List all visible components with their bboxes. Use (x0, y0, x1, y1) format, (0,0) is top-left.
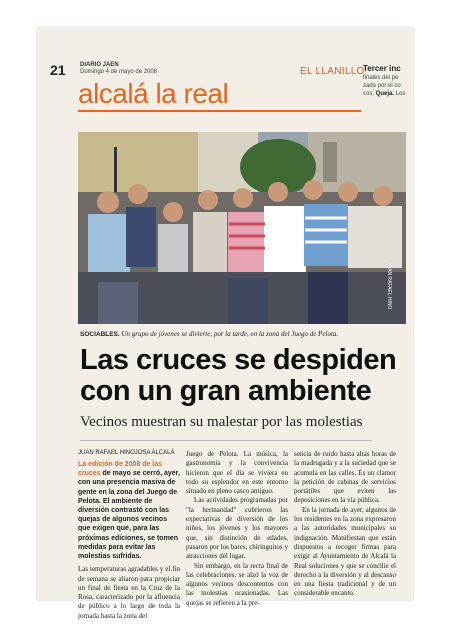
article-column-3 (294, 450, 396, 599)
section-label: EL LLANILLO (300, 66, 365, 77)
body-paragraph: Juego de Pelota. La música, la gastronomía y la convivencia hicieron que el día se viviera en todo su esplendor en este entorno situado en pleno casco antiguo. (186, 450, 288, 496)
photo-caption (80, 330, 400, 338)
article-column-2 (186, 450, 288, 608)
body-paragraph: sencia de ruido hasta altas horas de la madrugada y a la suciedad que se acumula en las calles. Es un clamor la petición de cabinas de servicios portátiles que eviten las deposiciones en la vía pública. (294, 450, 396, 505)
article-subhead: Vecinos muestran su malestar por las molestias (80, 414, 363, 430)
newspaper-source: DIARIO JAEN (80, 62, 119, 68)
sidebar-line: zado por el co (363, 83, 401, 89)
sidebar-text (363, 74, 423, 98)
subhead-rule (80, 440, 372, 441)
body-paragraph: En la jornada de ayer, algunos de los residentes en la zona expresaron a las autoridades municipales su indignación. Manifiestan que están dispuestos a recoger firmas para exigir al Ayuntamiento de Alcalá la Real soluciones y que se concilie el derecho a la diversión y al descanso en una fiesta tradicional y de un considerable encanto. (294, 505, 396, 598)
body-paragraph: Sin embargo, en la recta final de las celebraciones, se alzó la voz de algunos vecinos descontentos con las molestias ocasionadas. Las quejas se refieren a la pre- (186, 561, 288, 607)
lead-highlight: La edición de 2008 de las cruces (78, 461, 163, 478)
sidebar-line: finales del pe (363, 75, 399, 81)
article-column-1 (78, 450, 180, 621)
body-paragraph: Las temperaturas agradables y el fin de semana se aliaron para propiciar un final de fiesta en la Cruz de la Rosa, caracterizado por la afluencia de público a lo largo de toda la jornada hasta la zona del (78, 565, 180, 620)
lead-text: de mayo se cerró, ayer, con una presencia masiva de gente en la zona del Juego de Pelota. El ambiente de diversión contrastó con las quejas de algunos vecinos que exigen que, para las próximas ediciones, se tomen medidas para evitar las molestias sufridas. (78, 470, 180, 561)
article-headline: Las cruces se despiden con un gran ambiente (80, 344, 397, 407)
article-lead (78, 460, 180, 561)
crowd-photo (78, 132, 406, 324)
sidebar-line: cos. Queja. Los (363, 91, 406, 97)
body-paragraph: Las actividades programadas por "la hermandad" cubrieron las expectativas de diversión de los niños, los jóvenes y los mayores que, sin distinción de edades, pasaron por los bares, chiringuitos y atracciones del lugar. (186, 496, 288, 561)
section-masthead: alcalá la real (78, 78, 229, 109)
photo-credit (386, 262, 392, 272)
sidebar-title: Tercer inc (363, 64, 401, 73)
caption-text: Un grupo de jóvenes se divierte, por la tarde, en la zona del Juego de Pelota. (121, 330, 339, 338)
page-number: 21 (50, 62, 66, 78)
publication-date: Domingo 4 de mayo de 2008 (80, 69, 158, 75)
caption-label: SOCIABLES. (80, 331, 120, 338)
article-byline: JUAN RAFAEL HINOJOSA ALCALÁ (78, 450, 175, 456)
masthead-rule (78, 110, 361, 112)
crowd-photo-illustration (78, 132, 406, 324)
